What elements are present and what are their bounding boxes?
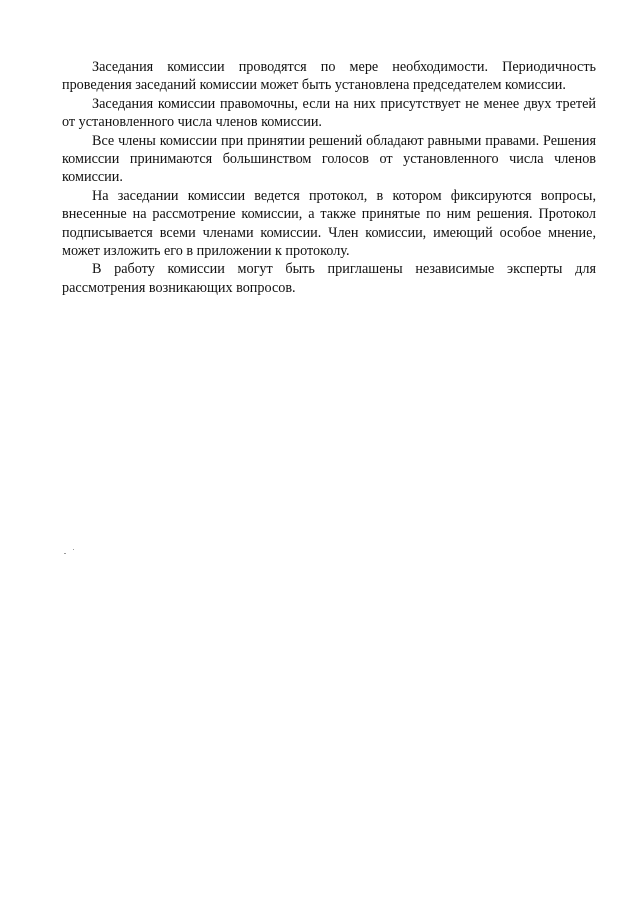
paragraph-meeting-frequency: Заседания комиссии проводятся по мере необходимости. Периодичность проведения заседаний комиссии может быть установлена председателем комиссии. <box>62 59 596 94</box>
paragraph-protocol: На заседании комиссии ведется протокол, в котором фиксируются вопросы, внесенные на рассмотрение комиссии, а также принятые по ним решения. Протокол подписывается всеми членами комиссии. Член комиссии, имеющий особое мнение, может изложить его в приложении к протоколу. <box>62 187 596 260</box>
paragraph-experts: В работу комиссии могут быть приглашены независимые эксперты для рассмотрения возникающих вопросов. <box>62 261 596 296</box>
paragraph-voting-rights: Все члены комиссии при принятии решений обладают равными правами. Решения комиссии принимаются большинством голосов от установленного числа членов комиссии. <box>62 132 596 186</box>
scan-speck <box>64 553 66 554</box>
scan-speck <box>73 549 74 550</box>
paragraph-quorum: Заседания комиссии правомочны, если на них присутствует не менее двух третей от установленного числа членов комиссии. <box>62 95 596 131</box>
document-body <box>62 58 596 297</box>
